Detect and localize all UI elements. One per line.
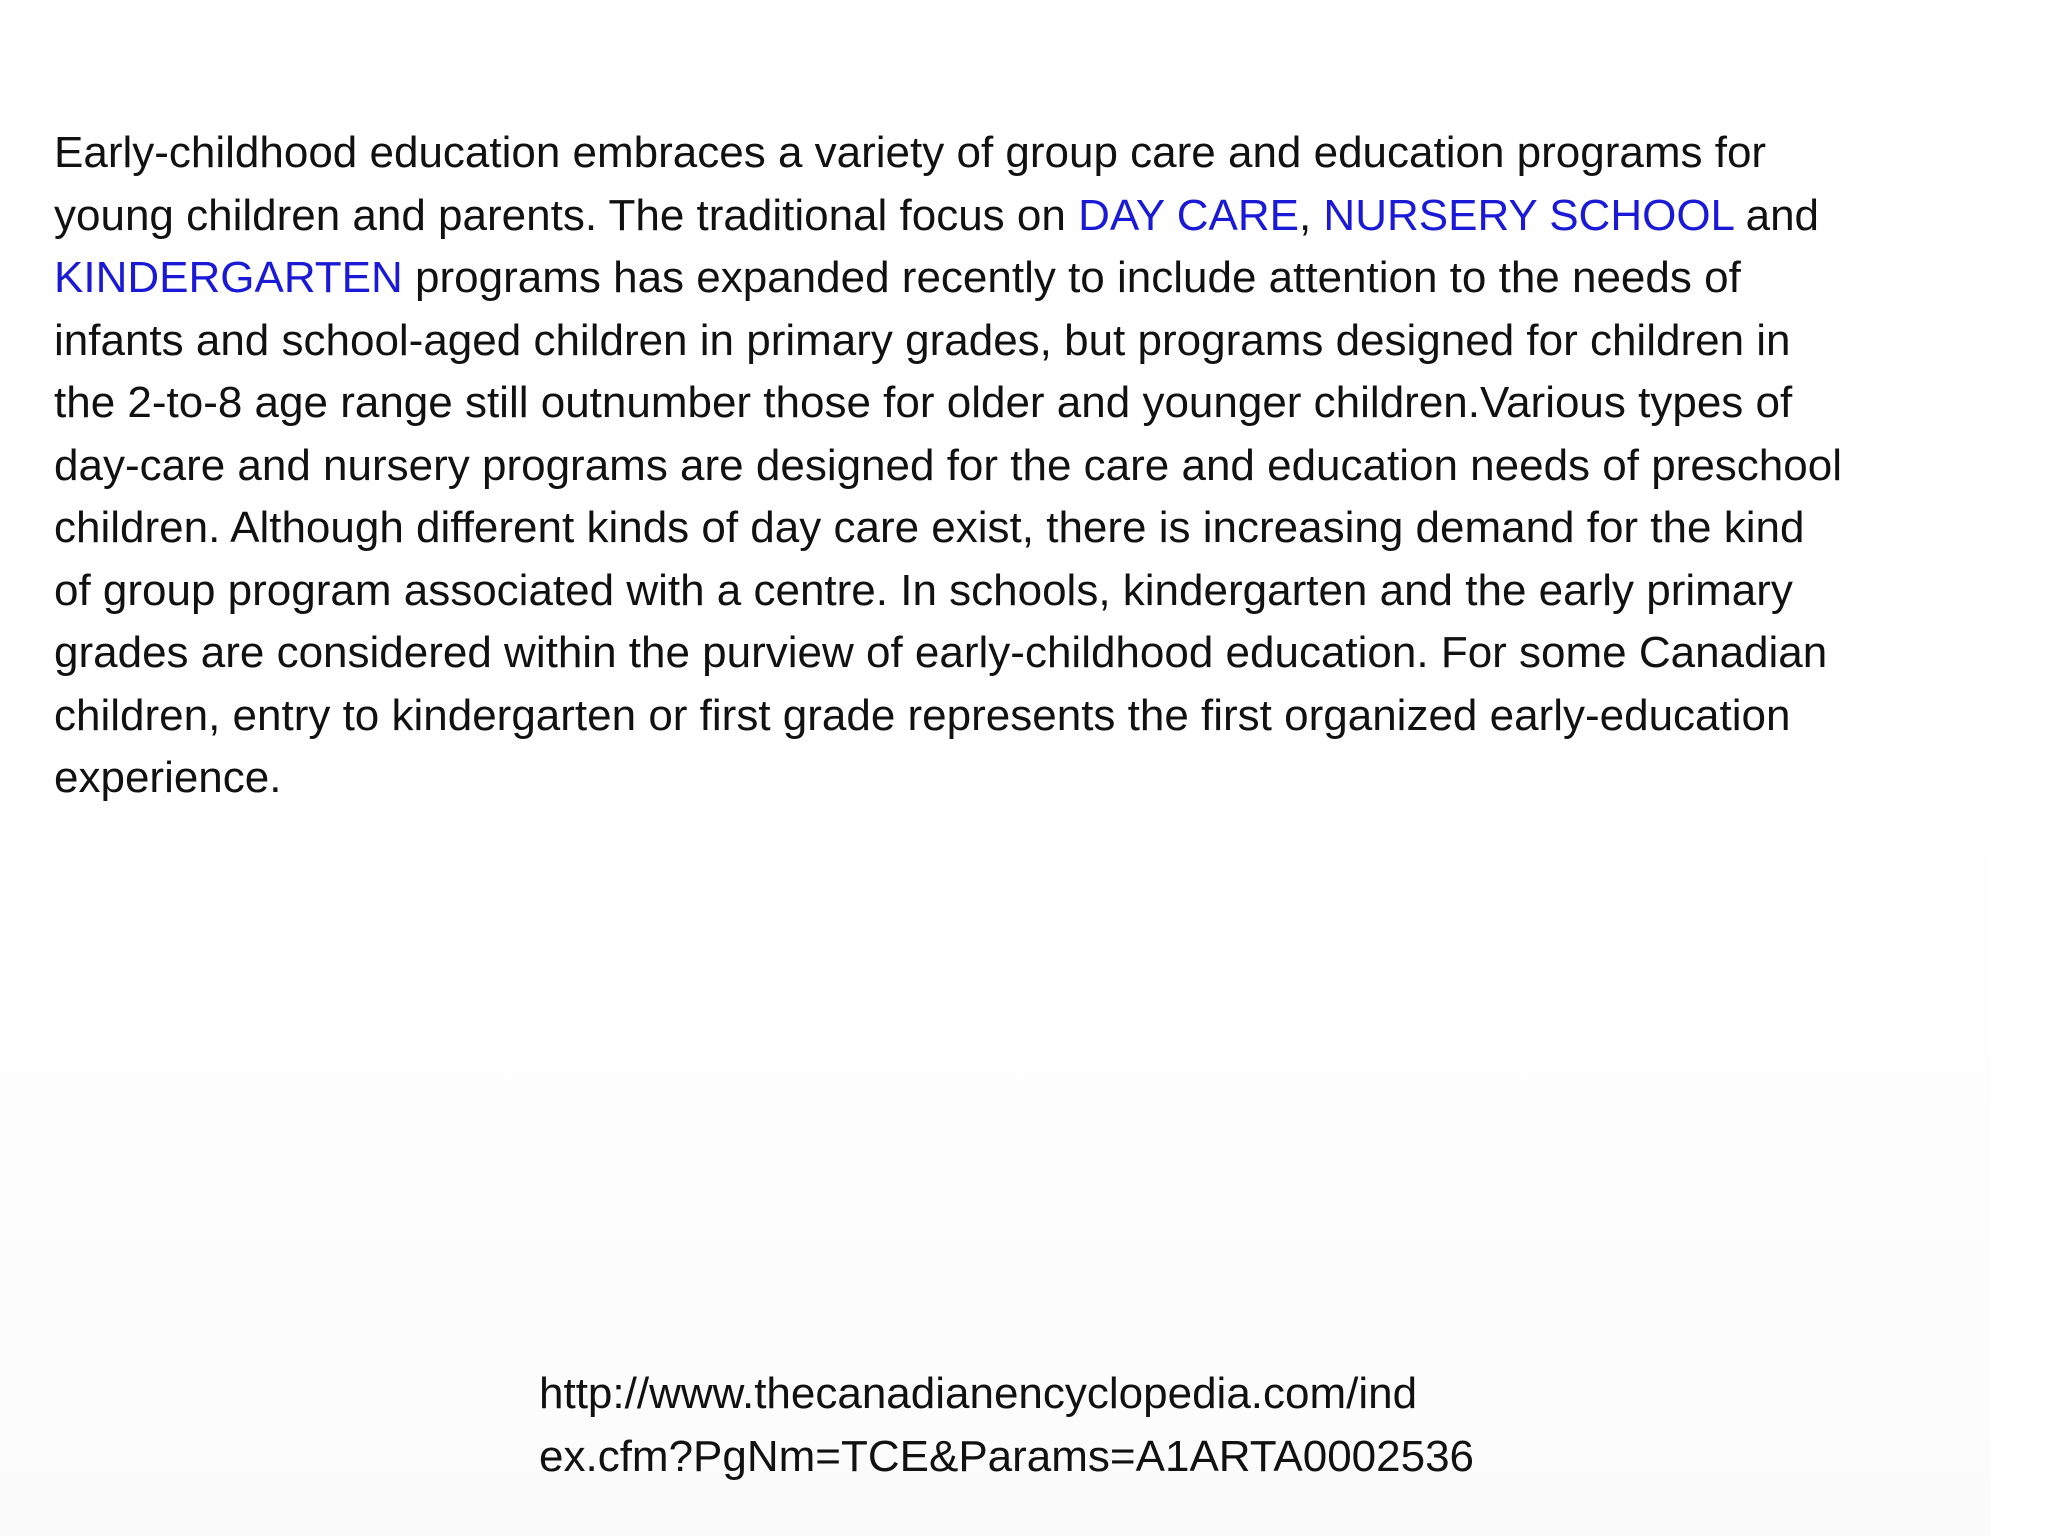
source-url: [539, 1363, 1474, 1488]
paragraph-line: children. Although different kinds of day care exist, there is increasing demand for the kind: [54, 503, 1805, 552]
paragraph-line: [54, 247, 1994, 310]
source-url-line: http://www.thecanadianencyclopedia.com/ind: [539, 1369, 1418, 1418]
paragraph-text: programs has expanded recently to include attention to the needs of: [402, 253, 1741, 302]
paragraph-line: children, entry to kindergarten or first grade represents the first organized early-education: [54, 690, 1791, 740]
paragraph-line: the 2-to-8 age range still outnumber those for older and younger children.Various types of: [54, 378, 1793, 427]
paragraph-text: and: [1733, 190, 1820, 240]
kindergarten-link[interactable]: KINDERGARTEN: [54, 253, 403, 302]
paragraph-line: grades are considered within the purview of early-childhood education. For some Canadian: [54, 628, 1828, 677]
paragraph-text: young children and parents. The traditional focus on: [54, 190, 1079, 240]
day-care-link[interactable]: DAY CARE: [1078, 190, 1299, 240]
paragraph-line: experience.: [54, 753, 282, 802]
article-paragraph: [54, 122, 1994, 810]
paragraph-line: infants and school-aged children in primary grades, but programs designed for children in: [54, 315, 1791, 365]
nursery-school-link[interactable]: NURSERY SCHOOL: [1323, 190, 1734, 240]
paragraph-line: Early-childhood education embraces a variety of group care and education programs for: [54, 128, 1767, 177]
paragraph-line: of group program associated with a centre. In schools, kindergarten and the early primary: [54, 565, 1793, 615]
paragraph-line: day-care and nursery programs are designed for the care and education needs of preschool: [54, 440, 1842, 490]
source-url-line: ex.cfm?PgNm=TCE&Params=A1ARTA0002536: [539, 1431, 1475, 1481]
paragraph-line: [54, 185, 1994, 248]
paragraph-text: ,: [1298, 190, 1324, 240]
